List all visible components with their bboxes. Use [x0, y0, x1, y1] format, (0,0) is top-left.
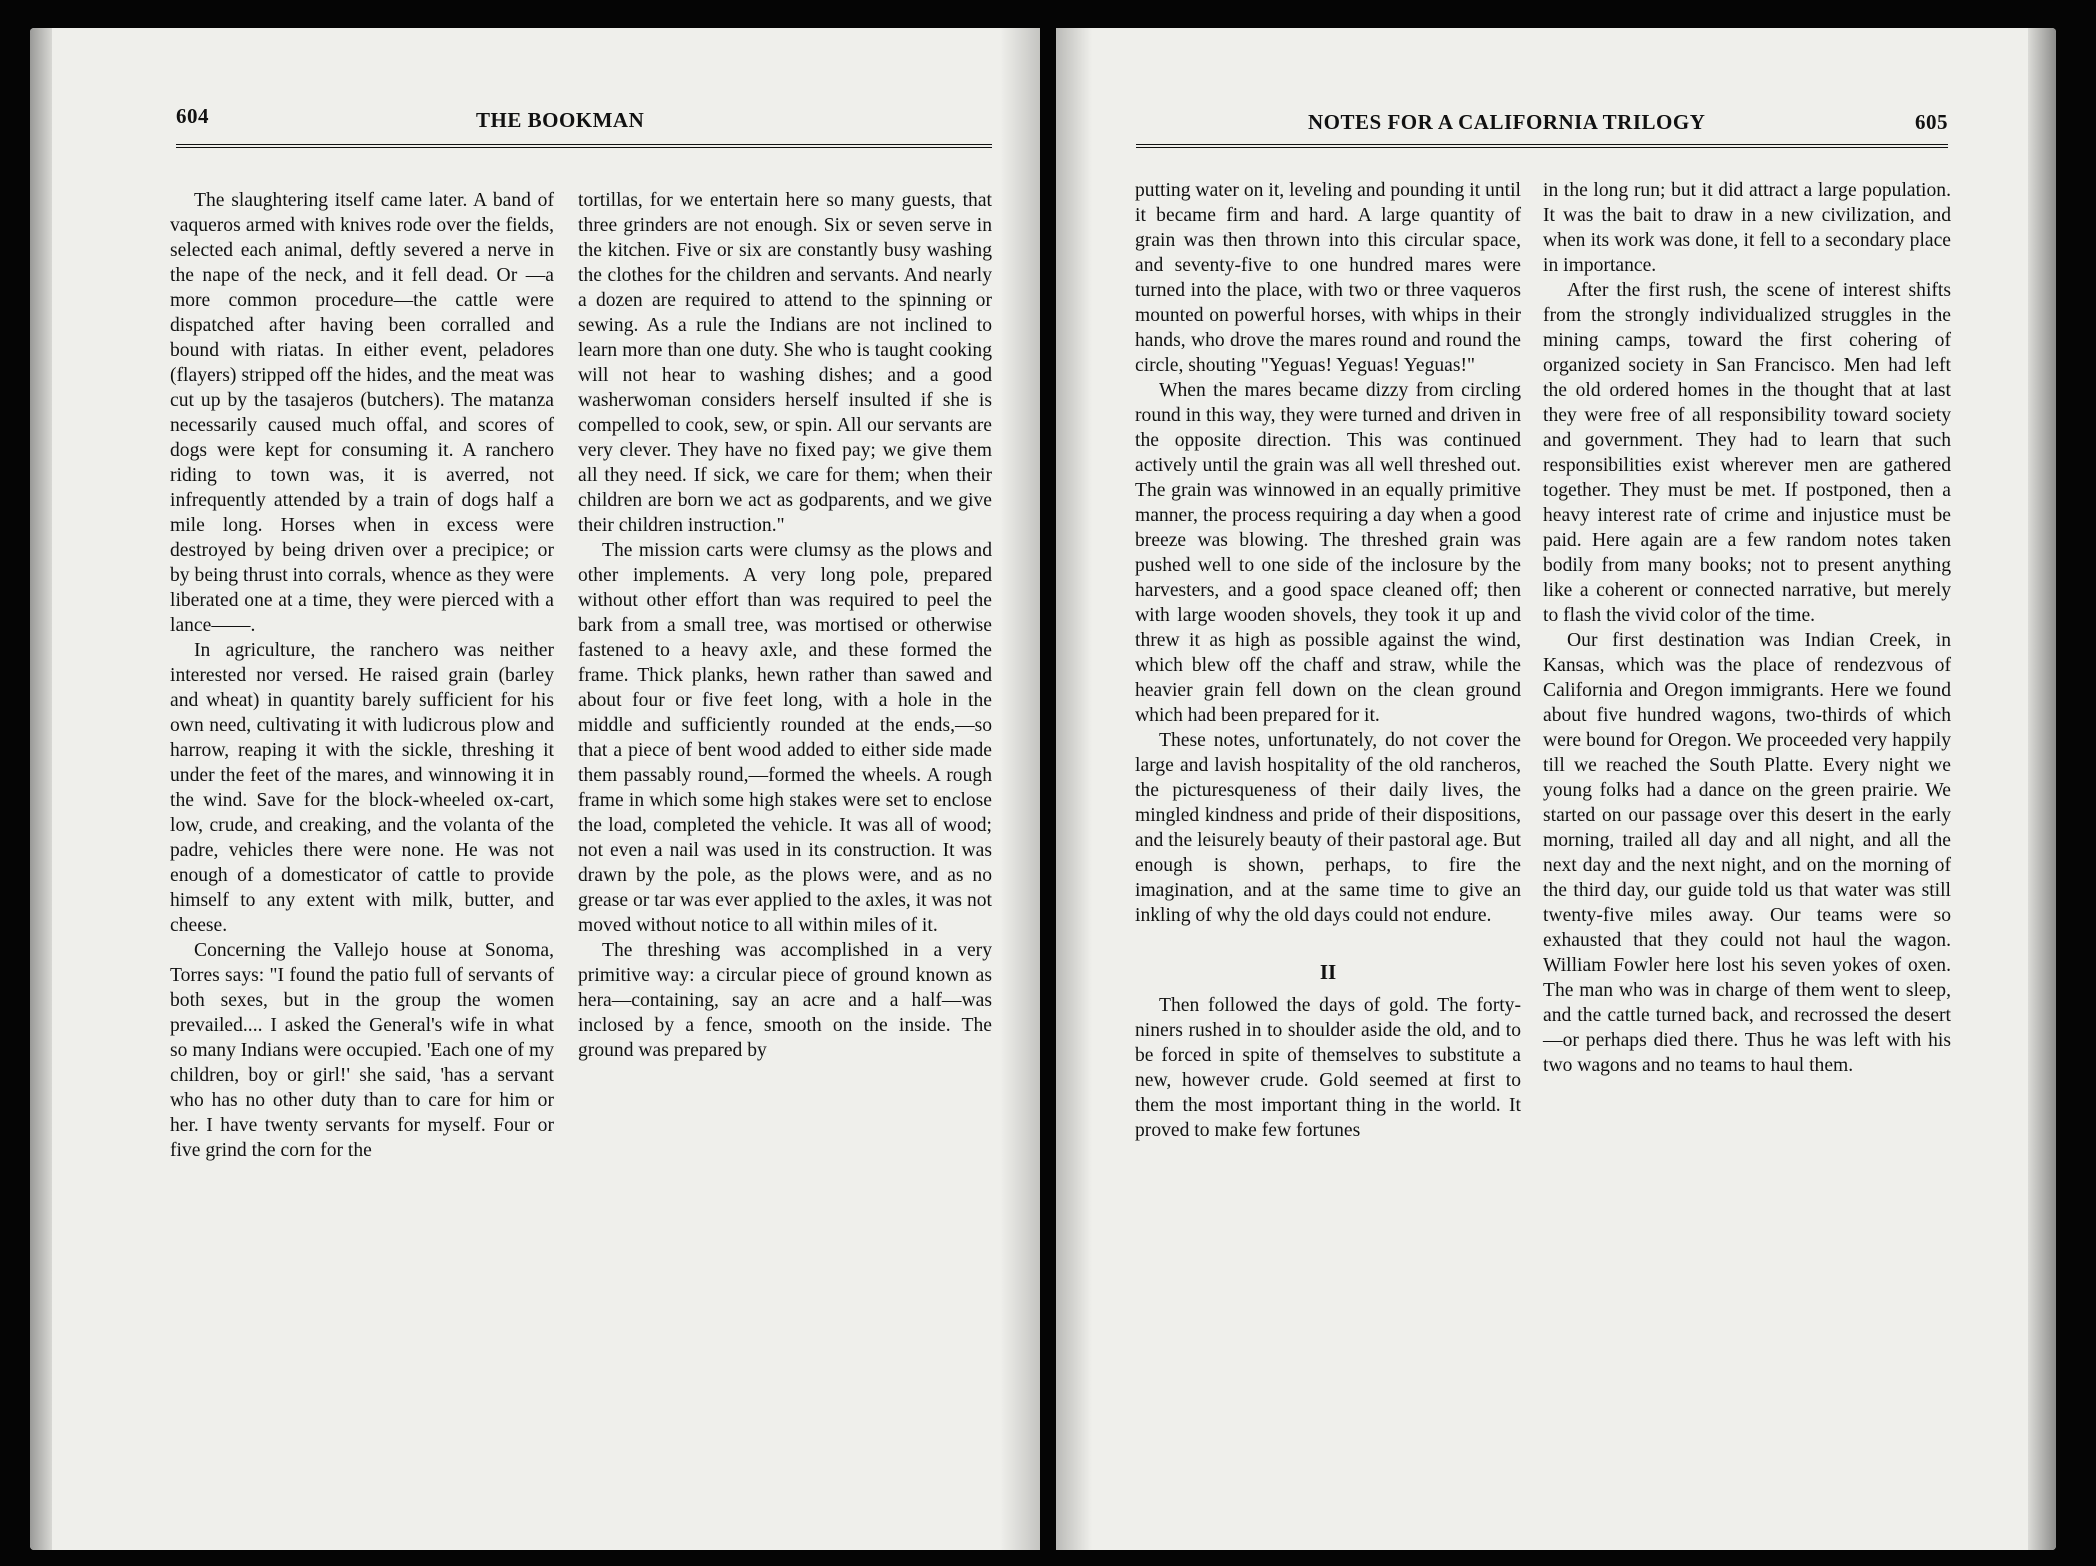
paragraph: These notes, unfortunately, do not cover the large and lavish hospitality of the old rancheros, the picturesqueness of their daily lives, the mingled kindness and pride of their dispositions, and the leisurely beauty of their pastoral age. But enough is shown, perhaps, to fire the imagination, and at the same time to give an inkling of why the old days could not endure.: [1135, 730, 1521, 926]
paragraph: The threshing was accomplished in a very primitive way: a circular piece of ground known as hera—containing, say an acre and a half—was inclosed by a fence, smooth on the inside. The ground was prepared by: [578, 940, 992, 1061]
right-running-head: [1136, 100, 1948, 148]
left-running-head: [176, 100, 992, 148]
paragraph: The slaughtering itself came later. A band of vaqueros armed with knives rode over the fields, selected each animal, deftly severed a nerve in the nape of the neck, and it fell dead. Or —a more common procedure—the cattle were dispatched after having been corralled and bound with riatas. In either event, peladores (flayers) stripped off the hides, and the meat was cut up by the tasajeros (butchers). The matanza necessarily caused much offal, and scores of dogs were kept for consuming it. A ranchero riding to town was, it is averred, not infrequently attended by a train of dogs half a mile long. Horses when in excess were destroyed by being driven over a precipice; or by being thrust into corrals, whence as they were liberated one at a time, they were pierced with a lance——.: [170, 190, 554, 636]
left-page: [30, 28, 1040, 1550]
paragraph: When the mares became dizzy from circling round in this way, they were turned and driven in the opposite direction. This was continued actively until the grain was all well threshed out. The grain was winnowed in an equally primitive manner, the process requiring a day when a good breeze was blowing. The threshed grain was pushed well to one side of the inclosure by the harvesters, and a good space cleaned off; then with large wooden shovels, they took it up and threw it as high as possible against the wind, which blew off the chaff and straw, while the heavier grain fell down on the clean ground which had been prepared for it.: [1135, 380, 1521, 726]
paragraph: Concerning the Vallejo house at Sonoma, Torres says: "I found the patio full of servants of both sexes, but in the group the women prevailed.... I asked the General's wife in what so many Indians were occupied. 'Each one of my children, boy or girl!' she said, 'has a servant who has no other duty than to care for him or her. I have twenty servants for myself. Four or five grind the corn for the: [170, 940, 554, 1161]
right-column-2: [1543, 178, 1951, 1078]
paragraph: putting water on it, leveling and pounding it until it became firm and hard. A large quantity of grain was then thrown into this circular space, and seventy-five to one hundred mares were turned into the place, with two or three vaqueros mounted on powerful horses, with whips in their hands, who drove the mares round and round the circle, shouting "Yeguas! Yeguas! Yeguas!": [1135, 180, 1521, 376]
right-page-number: 605: [1915, 110, 1948, 134]
paragraph: tortillas, for we entertain here so many guests, that three grinders are not enough. Six or seven serve in the kitchen. Five or six are constantly busy washing the clothes for the children and servants. And nearly a dozen are required to attend to the spinning or sewing. As a rule the Indians are not inclined to learn more than one duty. She who is taught cooking will not hear to washing dishes; and a good washerwoman considers herself insulted if she is compelled to cook, sew, or spin. All our servants are very clever. They have no fixed pay; we give them all they need. If sick, we care for them; when their children are born we act as godparents, and we give their children instruction.": [578, 190, 992, 536]
paragraph: The mission carts were clumsy as the plows and other implements. A very long pole, prepared without other effort than was required to peel the bark from a small tree, was mortised or otherwise fastened to a heavy axle, and these formed the frame. Thick planks, hewn rather than sawed and about four or five feet long, with a hole in the middle and sufficiently rounded at the ends,—so that a piece of bent wood added to either side made them passably round,—formed the wheels. A rough frame in which some high stakes were set to enclose the load, completed the vehicle. It was all of wood; not even a nail was used in its construction. It was drawn by the pole, as the plows were, and as no grease or tar was ever applied to the axles, it was not moved without notice to all within miles of it.: [578, 540, 992, 936]
paragraph: Then followed the days of gold. The forty-niners rushed in to shoulder aside the old, and to be forced in spite of themselves to substitute a new, however crude. Gold seemed at first to them the most important thing in the world. It proved to make few fortunes: [1135, 995, 1521, 1141]
paragraph: In agriculture, the ranchero was neither interested nor versed. He raised grain (barley and wheat) in quantity barely sufficient for his own need, cultivating it with ludicrous plow and harrow, reaping it with the sickle, threshing it under the feet of the mares, and winnowing it in the wind. Save for the block-wheeled ox-cart, low, crude, and creaking, and the volanta of the padre, vehicles there were none. He was not enough of a domesticator of cattle to provide himself to any extent with milk, butter, and cheese.: [170, 640, 554, 936]
right-running-title: NOTES FOR A CALIFORNIA TRILOGY: [1308, 110, 1706, 134]
section-heading: II: [1319, 960, 1337, 984]
left-column-2: [578, 188, 992, 1063]
right-column-1: [1135, 178, 1521, 1143]
left-column-1: [170, 188, 554, 1163]
right-page: [1056, 28, 2056, 1550]
left-running-title: THE BOOKMAN: [476, 108, 645, 132]
paragraph: in the long run; but it did attract a large population. It was the bait to draw in a new civilization, and when its work was done, it fell to a secondary place in importance.: [1543, 180, 1951, 276]
left-page-number: 604: [176, 104, 209, 128]
paragraph: Our first destination was Indian Creek, in Kansas, which was the place of rendezvous of California and Oregon immigrants. Here we found about five hundred wagons, two-thirds of which were bound for Oregon. We proceeded very happily till we reached the South Platte. Every night we young folks had a dance on the green prairie. We started on our passage over this desert in the early morning, trailed all day and all night, and all the next day and the next night, and on the morning of the third day, our guide told us that water was still twenty-five miles away. Our teams were so exhausted that they could not haul the wagon. William Fowler here lost his seven yokes of oxen. The man who was in charge of them went to sleep, and the cattle turned back, and recrossed the desert—or perhaps died there. Thus he was left with his two wagons and no teams to haul them.: [1543, 630, 1951, 1076]
paragraph: After the first rush, the scene of interest shifts from the strongly individualized struggles in the mining camps, toward the first cohering of organized society in San Francisco. Men had left the old ordered homes in the thought that at last they were free of all responsibility toward society and government. They had to learn that such responsibilities exist wherever men are gathered together. They must be met. If postponed, then a heavy interest rate of crime and injustice must be paid. Here again are a few random notes taken bodily from many books; not to present anything like a coherent or connected narrative, but merely to flash the vivid color of the time.: [1543, 280, 1951, 626]
